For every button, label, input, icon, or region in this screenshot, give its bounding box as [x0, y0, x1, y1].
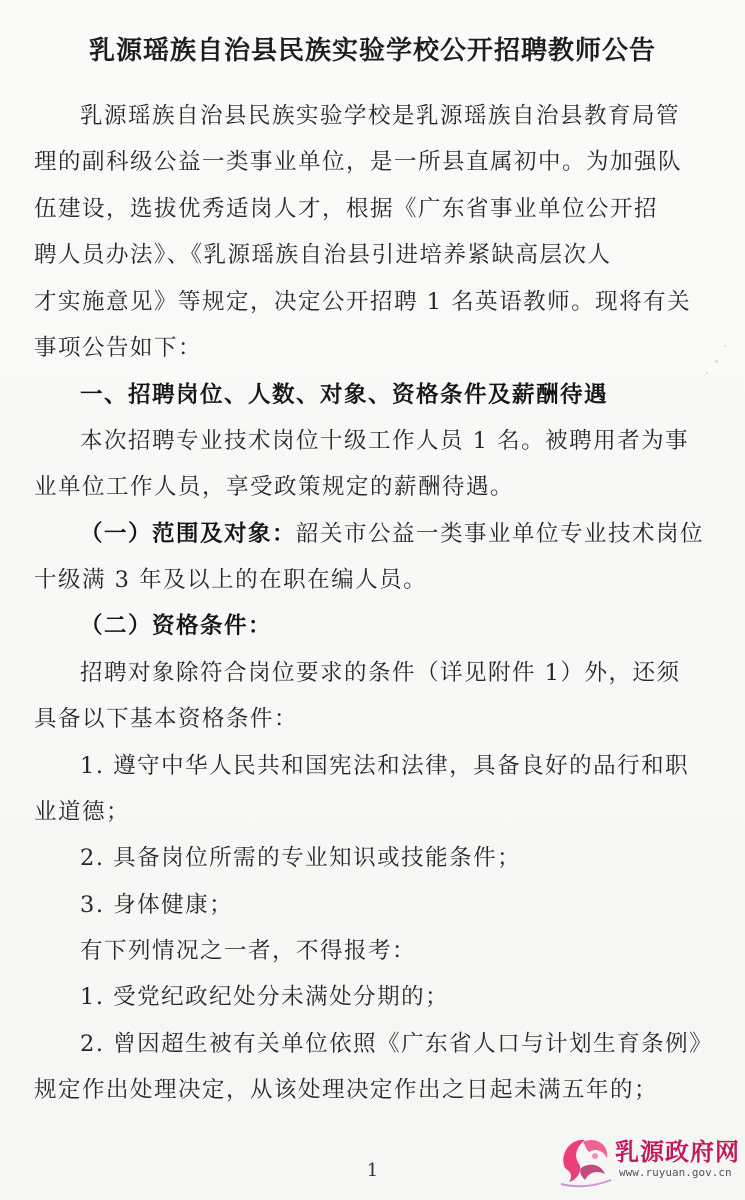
page-number: 1 [366, 1160, 379, 1181]
paragraph-line-12: 有下列情况之一者，不得报考： [80, 938, 417, 964]
paragraph-line-5: 才实施意见》等规定，决定公开招聘 1 名英语教师。现将有关 [34, 289, 692, 315]
subsection-heading-scope: （一）范围及对象： [80, 521, 297, 547]
document-title: 乳源瑶族自治县民族实验学校公开招聘教师公告 [88, 36, 656, 66]
site-url: www.ruyuan.gov.cn [619, 1166, 732, 1179]
paragraph-line-1: 乳源瑶族自治县民族实验学校是乳源瑶族自治县教育局管 [80, 103, 681, 129]
site-watermark [555, 1128, 745, 1192]
scan-speck [706, 372, 708, 374]
list-item-3: 3. 身体健康； [80, 892, 234, 918]
subsection-heading-qualifications: （二）资格条件： [80, 613, 273, 639]
exclusion-item-2-cont: 规定作出处理决定，从该处理决定作出之日起未满五年的； [34, 1077, 659, 1103]
paragraph-line-8: 业单位工作人员，享受政策规定的薪酬待遇。 [34, 474, 515, 500]
paragraph-line-2: 理的副科级公益一类事业单位，是一所县直属初中。为加强队 [34, 149, 683, 175]
site-name: 乳源政府网 [615, 1138, 740, 1166]
section-heading-1: 一、招聘岗位、人数、对象、资格条件及薪酬待遇 [80, 382, 609, 408]
list-item-1-cont: 业道德； [34, 799, 131, 825]
list-item-2: 2. 具备岗位所需的专业知识或技能条件； [80, 845, 522, 871]
paragraph-line-4: 聘人员办法》、《乳源瑶族自治县引进培养紧缺高层次人 [34, 242, 612, 268]
paragraph-line-10: 招聘对象除符合岗位要求的条件（详见附件 1）外，还须 [80, 660, 681, 686]
ruyuan-logo-icon [555, 1128, 615, 1192]
scan-speck [724, 345, 726, 347]
scan-speck [715, 360, 718, 363]
subsection-scope-line [80, 519, 704, 549]
exclusion-item-2: 2. 曾因超生被有关单位依照《广东省人口与计划生育条例》 [80, 1031, 714, 1057]
paragraph-line-11: 具备以下基本资格条件： [34, 706, 299, 732]
exclusion-item-1: 1. 受党纪政纪处分未满处分期的； [80, 984, 450, 1010]
paragraph-line-3: 伍建设，选拔优秀适岗人才，根据《广东省事业单位公开招 [34, 196, 659, 222]
paragraph-line-6: 事项公告如下： [34, 335, 203, 361]
subsection-scope-text: 韶关市公益一类事业单位专业技术岗位 [296, 521, 705, 547]
paragraph-line-7: 本次招聘专业技术岗位十级工作人员 1 名。被聘用者为事 [80, 428, 690, 454]
list-item-1: 1. 遵守中华人民共和国宪法和法律，具备良好的品行和职 [80, 753, 690, 779]
paragraph-line-9: 十级满 3 年及以上的在职在编人员。 [34, 567, 428, 593]
